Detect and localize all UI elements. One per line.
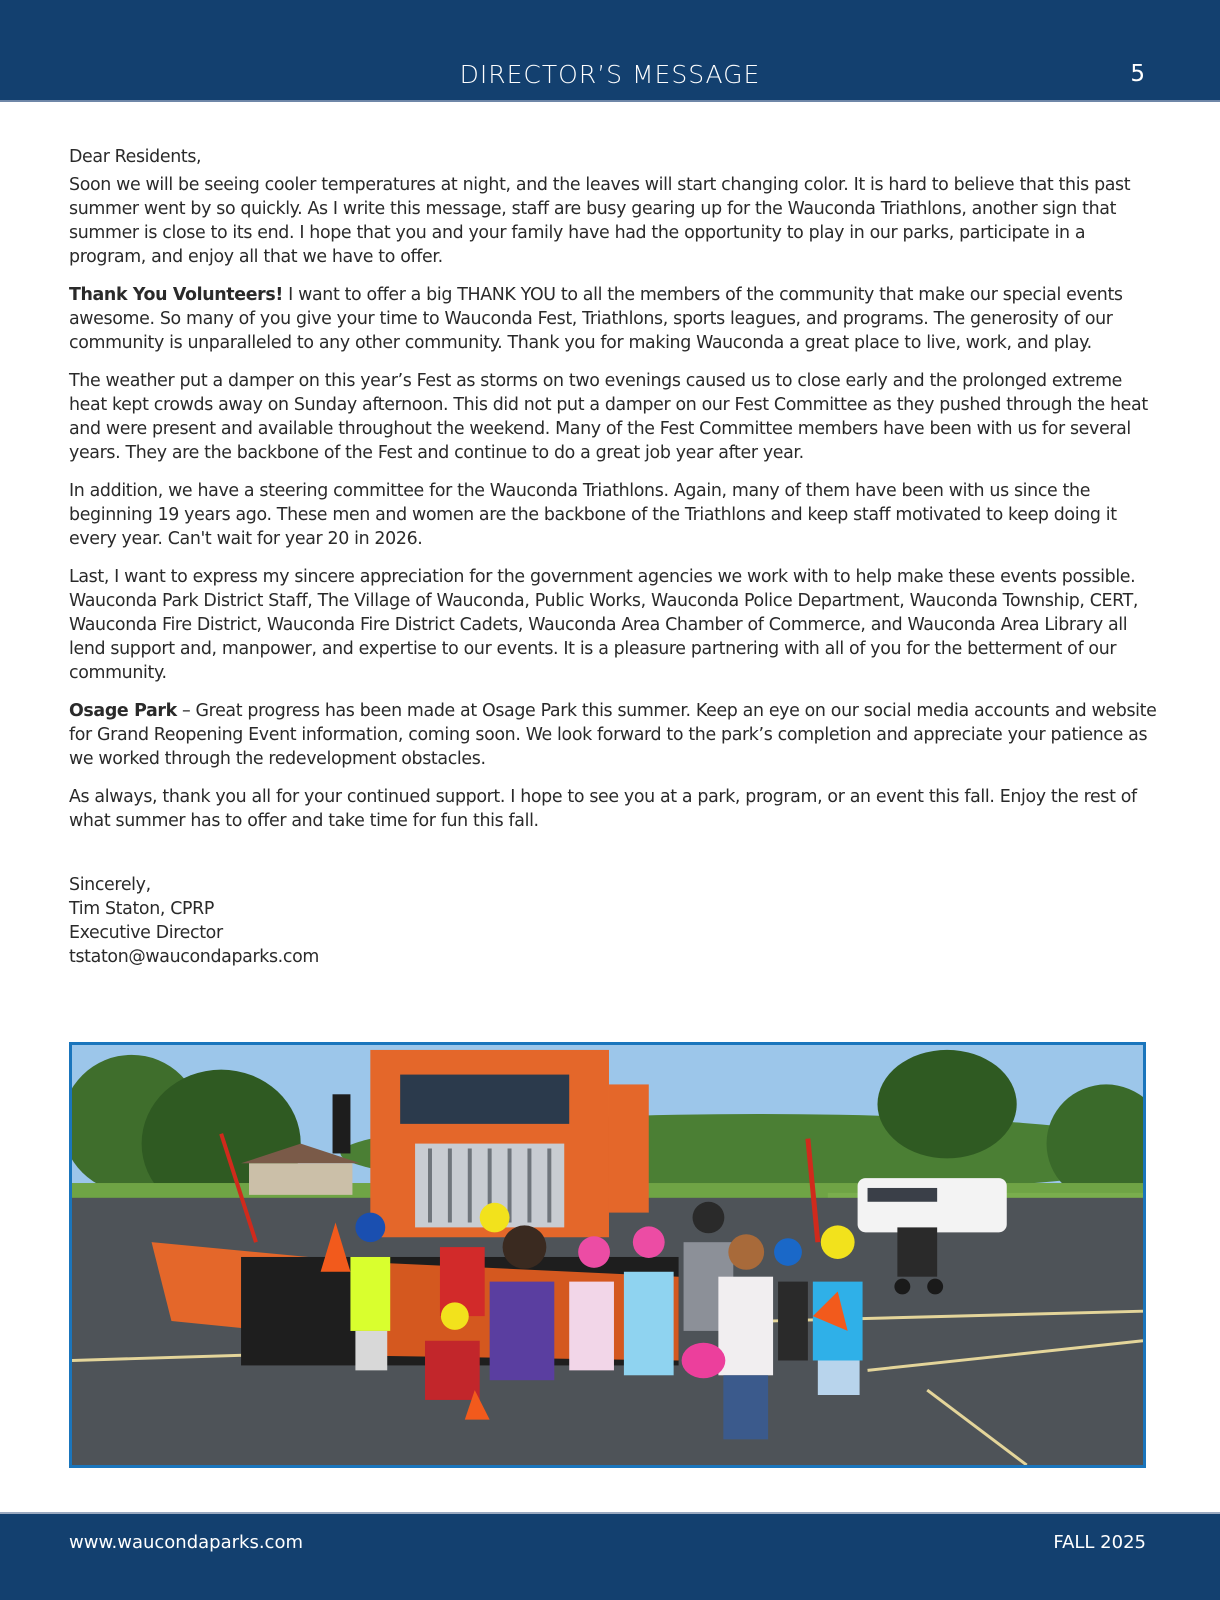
- paragraph-closing-remarks: [69, 785, 1159, 833]
- paragraph-text: I want to offer a big THANK YOU to all the members of the community that make our special events awesome. So many of you give your time to Wauconda Fest, Triathlons, sports leagues, and programs. The generosity of our community is unparalleled to any other community. Thank you for making Wauconda a great place to live, work, and play.: [69, 285, 1123, 353]
- paragraph-lead: Osage Park: [69, 701, 177, 721]
- paragraph-text: – Great progress has been made at Osage Park this summer. Keep an eye on our social media accounts and website for Grand Reopening Event information, coming soon. We look forward to the park’s completion and appreciate your patience as we worked through the redevelopment obstacles.: [69, 701, 1157, 769]
- page-footer: [0, 1512, 1220, 1600]
- paragraph-agencies: [69, 565, 1159, 685]
- event-photo: [69, 1042, 1146, 1468]
- paragraph-text: In addition, we have a steering committee for the Wauconda Triathlons. Again, many of them have been with us since the beginning 19 years ago. These men and women are the backbone of the Triathlons and keep staff motivated to keep doing it every year. Can't wait for year 20 in 2026.: [69, 481, 1117, 549]
- paragraph-triathlons: [69, 479, 1159, 551]
- photo-illustration: [72, 1045, 1143, 1465]
- issue-season: FALL 2025: [1053, 1532, 1146, 1553]
- signer-name: Tim Staton, CPRP: [69, 899, 215, 919]
- page-header: [0, 0, 1220, 102]
- paragraph-osage-park: [69, 699, 1159, 771]
- signer-email: tstaton@waucondaparks.com: [69, 947, 319, 967]
- valediction: Sincerely,: [69, 875, 151, 895]
- salutation: Dear Residents,: [69, 147, 202, 167]
- paragraph-text: Soon we will be seeing cooler temperatures at night, and the leaves will start changing color. It is hard to believe that this past summer went by so quickly. As I write this message, staff are busy gearing up for the Wauconda Triathlons, another sign that summer is close to its end. I hope that you and your family have had the opportunity to play in our parks, participate in a program, and enjoy all that we have to offer.: [69, 175, 1131, 267]
- signer-title: Executive Director: [69, 923, 223, 943]
- website-url: www.waucondaparks.com: [69, 1532, 303, 1553]
- paragraph-text: As always, thank you all for your continued support. I hope to see you at a park, program, or an event this fall. Enjoy the rest of what summer has to offer and take time for fun this fall.: [69, 787, 1137, 831]
- paragraph-text: The weather put a damper on this year’s Fest as storms on two evenings caused us to close early and the prolonged extreme heat kept crowds away on Sunday afternoon. This did not put a damper on our Fest Committee as they pushed through the heat and were present and available throughout the weekend. Many of the Fest Committee members have been with us for several years. They are the backbone of the Fest and continue to do a great job year after year.: [69, 371, 1148, 463]
- paragraph-fest: [69, 369, 1159, 465]
- page-number: 5: [1130, 61, 1145, 87]
- paragraph-text: Last, I want to express my sincere appreciation for the government agencies we work with to help make these events possible. Wauconda Park District Staff, The Village of Wauconda, Public Works, Wauconda Police Department, Wauconda Township, CERT, Wauconda Fire District, Wauconda Fire District Cadets, Wauconda Area Chamber of Commerce, and Wauconda Area Library all lend support and, manpower, and expertise to our events. It is a pleasure partnering with all of you for the betterment of our community.: [69, 567, 1139, 683]
- signature-block: [69, 873, 1159, 969]
- paragraph-intro: [69, 173, 1159, 269]
- paragraph-lead: Thank You Volunteers!: [69, 285, 283, 305]
- section-title: DIRECTOR’S MESSAGE: [459, 60, 761, 89]
- directors-letter: [69, 145, 1159, 969]
- paragraph-volunteers: [69, 283, 1159, 355]
